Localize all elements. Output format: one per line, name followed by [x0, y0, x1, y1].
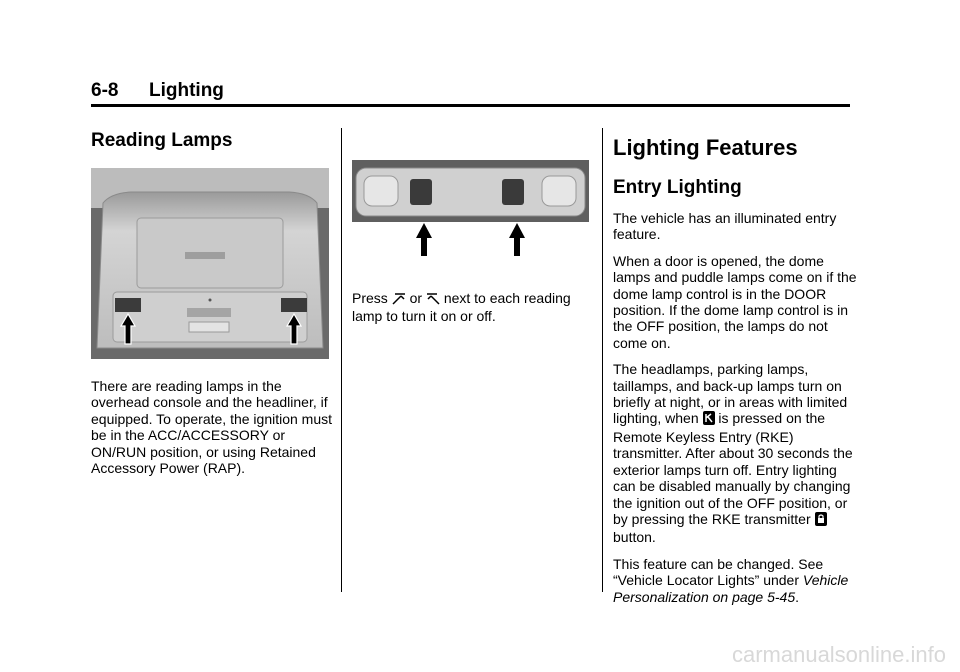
page-header	[91, 80, 850, 107]
column-divider	[341, 128, 342, 592]
lighting-features-heading: Lighting Features	[613, 135, 798, 160]
section-number: 6-8	[91, 80, 119, 101]
p4-end: .	[795, 588, 800, 605]
p3-text-c: button.	[613, 529, 656, 546]
unlock-key-icon	[703, 411, 715, 428]
p4-text: This feature can be changed. See “Vehicle Locator Lights” under	[613, 555, 824, 589]
reading-lamps-paragraph: There are reading lamps in the overhead console and the headliner, if equipped. To operate, the ignition must be in the ACC/ACCESSORY or ON/RUN position, or using Retained Accessory Power (RAP).	[91, 378, 333, 477]
vehicle-personalization-reference[interactable]: Vehicle Personalization on page 5-45	[613, 572, 849, 605]
left-column	[91, 123, 331, 153]
reading-lamps-heading: Reading Lamps	[91, 130, 233, 151]
watermark: carmanualsonline.info	[731, 642, 946, 667]
entry-lighting-p3	[613, 361, 858, 545]
column-divider	[602, 128, 603, 592]
section-title: Lighting	[149, 80, 224, 101]
reading-lamp-left-icon	[392, 292, 406, 308]
entry-lighting-p2: When a door is opened, the dome lamps and puddle lamps come on if the dome lamp control is in the DOOR position. If the dome lamp control is in the OFF position, the lamps do not come on.	[613, 252, 857, 351]
reading-lamp-switches-photo	[352, 160, 589, 257]
entry-lighting-p4	[613, 556, 858, 605]
press-description: next to each reading lamp to turn it on or off.	[352, 290, 571, 325]
p3-text-b: is pressed on the Remote Keyless Entry (RKE) transmitter. After about 30 seconds the exterior lamps turn off. Entry lighting can be disabled manually by changing the ignition out of the OFF position, or by pressing the RKE transmitter	[613, 410, 853, 527]
entry-lighting-p1: The vehicle has an illuminated entry feature.	[613, 210, 837, 243]
right-column	[613, 128, 858, 605]
press-text: Press	[352, 290, 388, 306]
reading-lamp-right-icon	[426, 292, 440, 308]
lock-icon	[815, 512, 827, 529]
reading-lamp-instructions	[352, 290, 592, 325]
or-text: or	[409, 290, 423, 306]
overhead-console-photo	[91, 168, 329, 359]
entry-lighting-heading: Entry Lighting	[613, 177, 742, 198]
p3-text-a: The headlamps, parking lamps, taillamps, and back-up lamps turn on briefly at night, or in areas with limited lighting, when	[613, 361, 848, 427]
